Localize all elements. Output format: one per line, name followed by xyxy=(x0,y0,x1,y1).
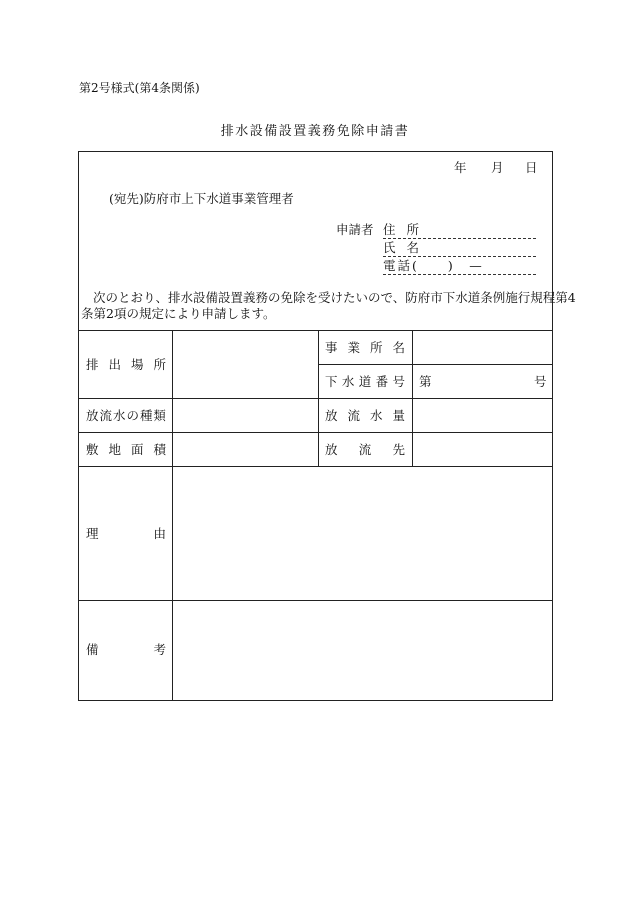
site-area-field[interactable] xyxy=(173,433,317,465)
phone-label: 電話( ) — xyxy=(383,258,484,273)
applicant-label: 申請者 xyxy=(336,222,374,237)
establishment-name-field[interactable] xyxy=(413,331,551,363)
statement-line-2: 条第2項の規定により申請します。 xyxy=(81,306,276,321)
date-day-label: 日 xyxy=(525,160,538,175)
remarks-label: 備 考 xyxy=(86,642,166,657)
remarks-field[interactable] xyxy=(173,601,551,699)
discharge-destination-field[interactable] xyxy=(413,433,551,465)
document-title: 排水設備設置義務免除申請書 xyxy=(220,124,410,139)
name-label: 氏 名 xyxy=(383,240,419,255)
sewer-number-prefix: 第 xyxy=(419,374,432,389)
name-line[interactable] xyxy=(383,256,536,257)
address-label: 住 所 xyxy=(383,222,419,237)
establishment-name-label: 事 業 所 名 xyxy=(325,340,405,355)
application-form xyxy=(78,151,576,701)
date-month-label: 月 xyxy=(491,160,504,175)
discharge-location-label: 排 出 場 所 xyxy=(86,357,166,372)
water-type-label: 放 流 水 の 種 類 xyxy=(86,408,166,423)
sewer-number-label: 下 水 道 番 号 xyxy=(325,374,405,389)
site-area-label: 敷 地 面 積 xyxy=(86,442,166,457)
discharge-destination-label: 放 流 先 xyxy=(325,442,405,457)
reason-label: 理 由 xyxy=(86,526,166,541)
discharge-location-field[interactable] xyxy=(173,331,317,397)
reason-field[interactable] xyxy=(173,467,551,599)
address-line[interactable] xyxy=(383,238,536,239)
water-type-field[interactable] xyxy=(173,399,317,431)
addressee: (宛先)防府市上下水道事業管理者 xyxy=(109,191,294,206)
statement-line-1: 次のとおり、排水設備設置義務の免除を受けたいので、防府市下水道条例施行規程第4 xyxy=(93,290,576,305)
water-volume-label: 放 流 水 量 xyxy=(325,408,405,423)
date-year-label: 年 xyxy=(454,160,467,175)
water-volume-field[interactable] xyxy=(413,399,551,431)
sewer-number-suffix: 号 xyxy=(534,374,547,389)
phone-line[interactable] xyxy=(383,274,536,275)
form-number: 第2号様式(第4条関係) xyxy=(79,81,200,95)
